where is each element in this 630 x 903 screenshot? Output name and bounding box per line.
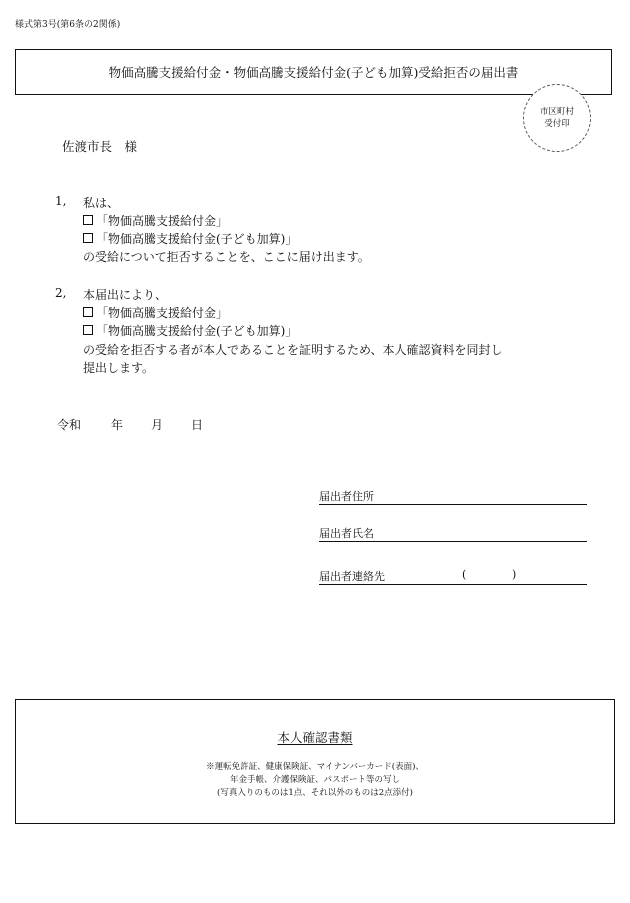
date-row bbox=[57, 416, 203, 433]
reception-stamp-circle bbox=[523, 84, 591, 152]
section1-intro: 私は、 bbox=[83, 196, 120, 210]
section1-option1 bbox=[83, 212, 228, 229]
section2-option1 bbox=[83, 304, 228, 321]
date-day: 日 bbox=[191, 418, 204, 432]
document-title: 物価高騰支援給付金・物価高騰支援給付金(子ども加算)受給拒否の届出書 bbox=[108, 65, 519, 80]
section1-option2-label: 「物価高騰支援給付金(子ども加算)」 bbox=[96, 232, 298, 246]
checkbox[interactable] bbox=[83, 325, 93, 335]
addressee: 佐渡市長 様 bbox=[62, 139, 138, 154]
section2-statement-line1: の受給を拒否する者が本人であることを証明するため、本人確認資料を同封し bbox=[83, 343, 503, 357]
id-documents-title-text: 本人確認書類 bbox=[277, 730, 353, 745]
section2-option2-label: 「物価高騰支援給付金(子ども加算)」 bbox=[96, 324, 298, 338]
title-box bbox=[15, 49, 612, 95]
contact-paren-open: ( bbox=[462, 568, 467, 581]
contact-label: 届出者連絡先 bbox=[319, 570, 385, 583]
address-label: 届出者住所 bbox=[319, 490, 374, 503]
name-label: 届出者氏名 bbox=[319, 527, 374, 540]
section2-option2 bbox=[83, 322, 297, 339]
section1-statement: の受給について拒否することを、ここに届け出ます。 bbox=[83, 250, 370, 264]
name-field[interactable] bbox=[319, 525, 587, 542]
id-documents-title bbox=[16, 727, 614, 746]
section2-intro: 本届出により、 bbox=[83, 288, 168, 302]
form-number: 様式第3号(第6条の2関係) bbox=[15, 20, 121, 30]
section1-number: 1, bbox=[55, 194, 67, 208]
contact-field[interactable] bbox=[319, 568, 587, 585]
contact-paren-close: ) bbox=[512, 568, 517, 581]
id-documents-box bbox=[15, 699, 615, 824]
date-year: 年 bbox=[111, 418, 124, 432]
section1-option1-label: 「物価高騰支援給付金」 bbox=[96, 214, 229, 228]
date-month: 月 bbox=[151, 418, 164, 432]
id-documents-note-line2: 年金手帳、介護保険証、パスポート等の写し bbox=[229, 775, 400, 785]
section1-option2 bbox=[83, 230, 297, 247]
address-field[interactable] bbox=[319, 488, 587, 505]
checkbox[interactable] bbox=[83, 233, 93, 243]
stamp-label-line1: 市区町村 bbox=[539, 107, 574, 117]
section2-number: 2, bbox=[55, 286, 67, 300]
date-era: 令和 bbox=[57, 418, 82, 432]
id-documents-note-line3: (写真入りのものは1点、それ以外のものは2点添付) bbox=[217, 788, 413, 798]
stamp-label-line2: 受付印 bbox=[544, 119, 570, 129]
section2-statement-line2: 提出します。 bbox=[83, 361, 155, 375]
id-documents-note-line1: ※運転免許証、健康保険証、マイナンバーカード(表面)、 bbox=[206, 762, 424, 772]
checkbox[interactable] bbox=[83, 307, 93, 317]
checkbox[interactable] bbox=[83, 215, 93, 225]
section2-option1-label: 「物価高騰支援給付金」 bbox=[96, 306, 229, 320]
